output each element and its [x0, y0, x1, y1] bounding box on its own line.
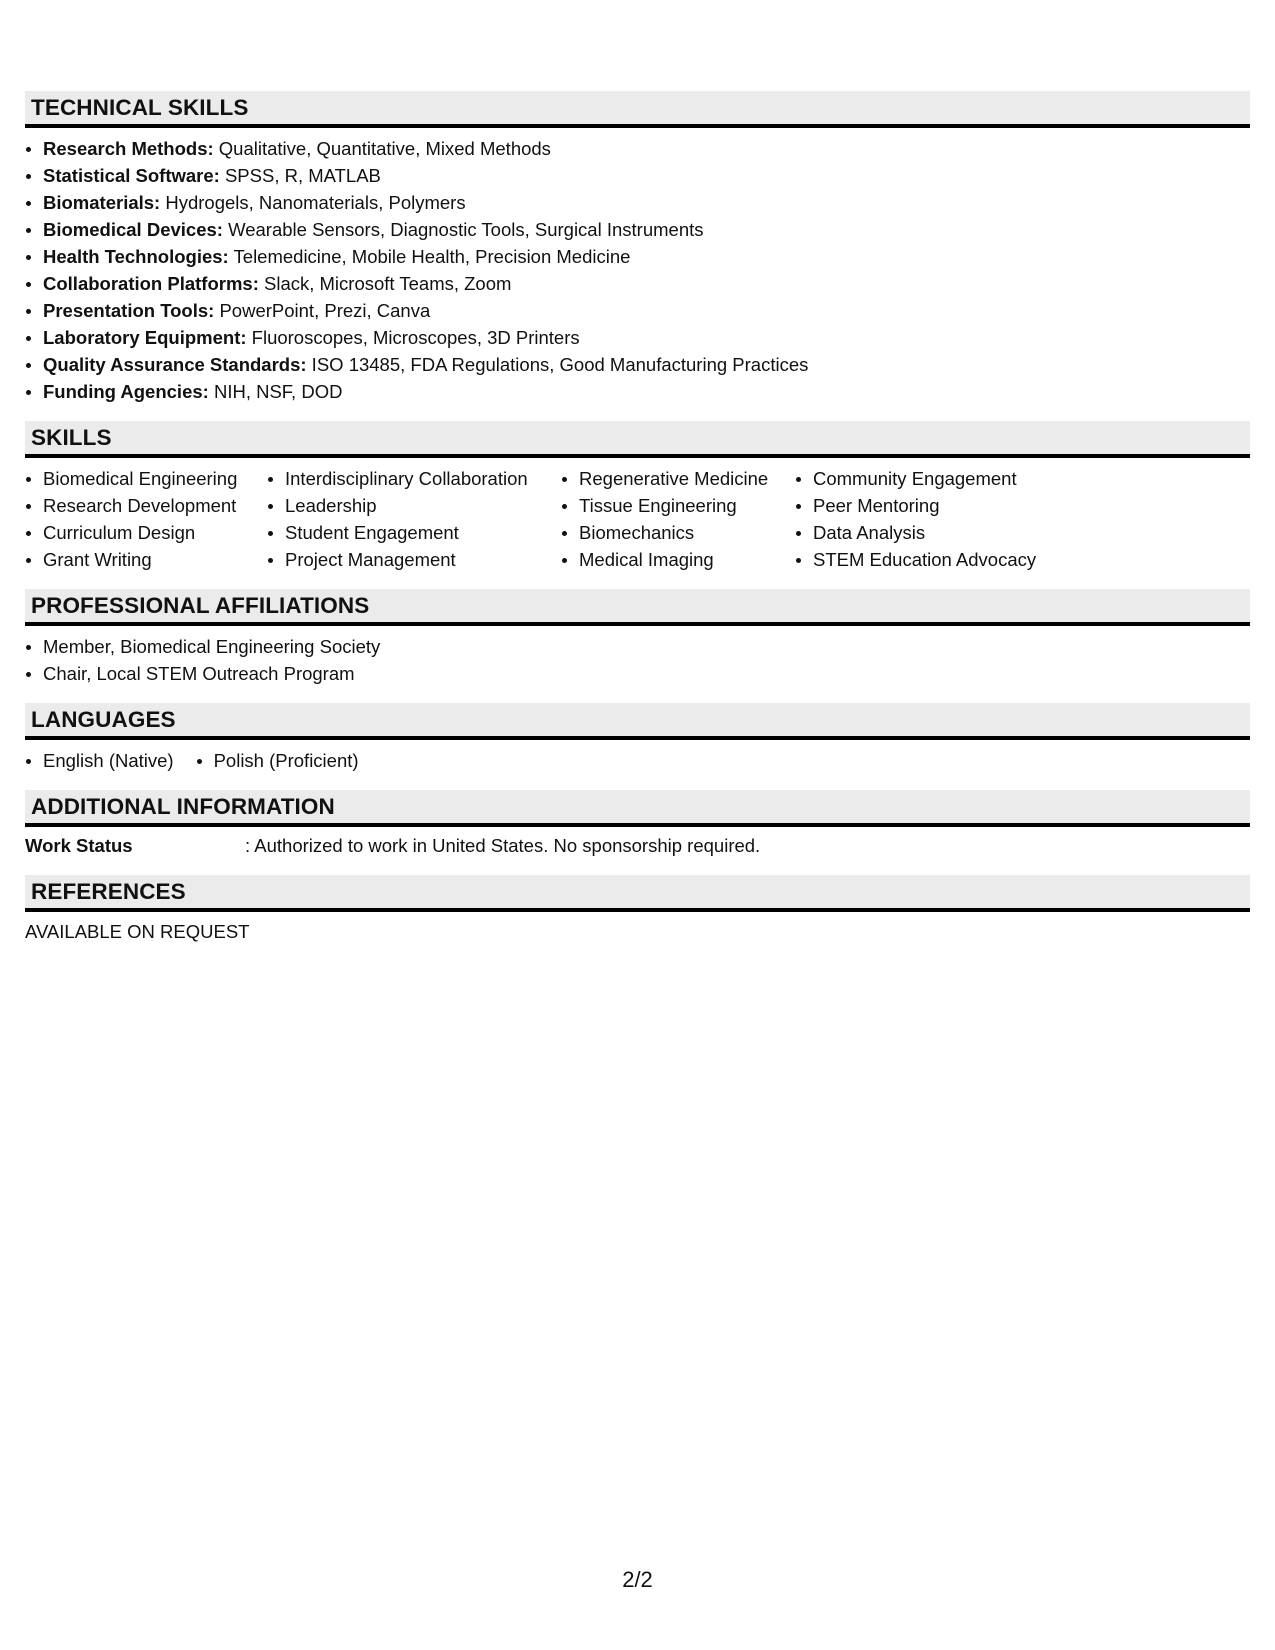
- page-number: 2/2: [622, 1567, 653, 1592]
- additional-info-heading: ADDITIONAL INFORMATION: [25, 790, 1250, 827]
- affiliations-list: [25, 633, 1250, 687]
- skills-column: [795, 465, 1095, 573]
- additional-info-section: [25, 790, 1250, 859]
- work-status-label: Work Status: [25, 835, 133, 856]
- references-section: [25, 875, 1250, 945]
- skill-category: Laboratory Equipment:: [43, 327, 247, 348]
- skill-item: Research Development: [25, 492, 267, 519]
- skill-item: Project Management: [267, 546, 561, 573]
- skill-values: Fluoroscopes, Microscopes, 3D Printers: [246, 327, 580, 348]
- skill-item: Student Engagement: [267, 519, 561, 546]
- skill-item: Tissue Engineering: [561, 492, 795, 519]
- skill-values: SPSS, R, MATLAB: [219, 165, 381, 186]
- technical-skill-item: [25, 216, 1250, 243]
- references-heading: REFERENCES: [25, 875, 1250, 912]
- skill-values: PowerPoint, Prezi, Canva: [214, 300, 431, 321]
- skill-item: Leadership: [267, 492, 561, 519]
- skills-section: [25, 421, 1250, 573]
- skill-item: Biomedical Engineering: [25, 465, 267, 492]
- skills-column: [267, 465, 561, 573]
- skills-grid: [25, 465, 1250, 573]
- technical-skill-item: [25, 351, 1250, 378]
- work-status-row: [25, 832, 1250, 859]
- technical-skill-item: [25, 243, 1250, 270]
- skills-column: [561, 465, 795, 573]
- skill-item: Curriculum Design: [25, 519, 267, 546]
- skills-heading: SKILLS: [25, 421, 1250, 458]
- technical-skill-item: [25, 324, 1250, 351]
- skill-values: Hydrogels, Nanomaterials, Polymers: [160, 192, 466, 213]
- technical-skill-item: [25, 162, 1250, 189]
- languages-heading: LANGUAGES: [25, 703, 1250, 740]
- language-item: English (Native): [25, 747, 174, 774]
- skill-category: Health Technologies:: [43, 246, 229, 267]
- skill-category: Funding Agencies:: [43, 381, 209, 402]
- skill-values: ISO 13485, FDA Regulations, Good Manufacturing Practices: [306, 354, 809, 375]
- affiliations-section: [25, 589, 1250, 687]
- resume-page: [25, 0, 1250, 1650]
- technical-skill-item: [25, 378, 1250, 405]
- skill-item: Community Engagement: [795, 465, 1095, 492]
- skill-item: Biomechanics: [561, 519, 795, 546]
- skill-values: Qualitative, Quantitative, Mixed Methods: [213, 138, 551, 159]
- technical-skill-item: [25, 135, 1250, 162]
- language-item: Polish (Proficient): [196, 747, 359, 774]
- skill-values: Slack, Microsoft Teams, Zoom: [258, 273, 512, 294]
- skill-category: Quality Assurance Standards:: [43, 354, 307, 375]
- skill-category: Biomedical Devices:: [43, 219, 223, 240]
- technical-skills-section: [25, 91, 1250, 405]
- skill-item: STEM Education Advocacy: [795, 546, 1095, 573]
- affiliation-item: Member, Biomedical Engineering Society: [25, 633, 1250, 660]
- affiliations-heading: PROFESSIONAL AFFILIATIONS: [25, 589, 1250, 626]
- skill-category: Research Methods:: [43, 138, 214, 159]
- skill-values: Wearable Sensors, Diagnostic Tools, Surgical Instruments: [222, 219, 704, 240]
- skill-values: Telemedicine, Mobile Health, Precision Medicine: [228, 246, 631, 267]
- technical-skills-heading: TECHNICAL SKILLS: [25, 91, 1250, 128]
- languages-list: [25, 747, 1250, 774]
- technical-skill-item: [25, 270, 1250, 297]
- skill-item: Grant Writing: [25, 546, 267, 573]
- skill-item: Interdisciplinary Collaboration: [267, 465, 561, 492]
- skill-category: Collaboration Platforms:: [43, 273, 259, 294]
- affiliation-item: Chair, Local STEM Outreach Program: [25, 660, 1250, 687]
- skill-item: Regenerative Medicine: [561, 465, 795, 492]
- work-status-value: : Authorized to work in United States. No sponsorship required.: [245, 835, 761, 856]
- skill-category: Presentation Tools:: [43, 300, 215, 321]
- languages-section: [25, 703, 1250, 774]
- skill-item: Peer Mentoring: [795, 492, 1095, 519]
- references-text: AVAILABLE ON REQUEST: [25, 921, 250, 942]
- technical-skill-item: [25, 189, 1250, 216]
- technical-skill-item: [25, 297, 1250, 324]
- skills-column: [25, 465, 267, 573]
- technical-skills-list: [25, 135, 1250, 405]
- skill-category: Statistical Software:: [43, 165, 220, 186]
- skill-category: Biomaterials:: [43, 192, 161, 213]
- skill-item: Medical Imaging: [561, 546, 795, 573]
- skill-values: NIH, NSF, DOD: [208, 381, 343, 402]
- skill-item: Data Analysis: [795, 519, 1095, 546]
